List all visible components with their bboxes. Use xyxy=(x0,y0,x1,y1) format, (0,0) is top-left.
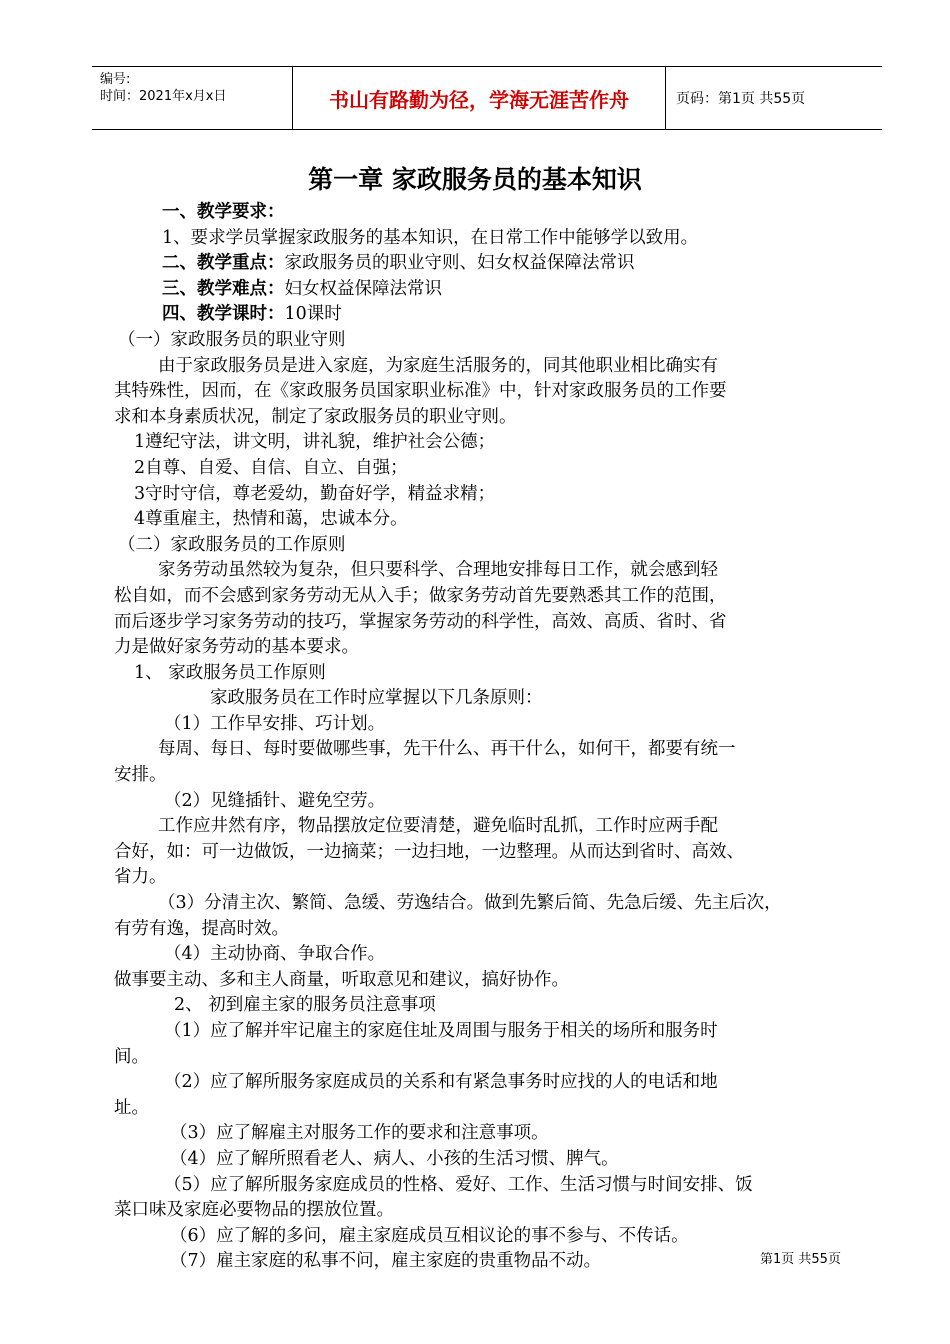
number-label: 编号: xyxy=(100,72,131,87)
time-label: 时间：2021年x月x日 xyxy=(100,89,227,104)
paragraph-line xyxy=(114,379,862,405)
line-text: 间。 xyxy=(114,1046,149,1067)
paragraph-line xyxy=(114,1249,862,1275)
line-text: （5）应了解所服务家庭成员的性格、爱好、工作、生活习惯与时间安排、饭 xyxy=(164,1174,753,1195)
line-text: 每周、每日、每时要做哪些事，先干什么、再干什么，如何干，都要有统一 xyxy=(158,739,736,760)
paragraph-line xyxy=(114,814,862,840)
line-text: 而后逐步学习家务劳动的技巧，掌握家务劳动的科学性，高效、高质、省时、省 xyxy=(114,611,727,632)
line-text: （6）应了解的多问，雇主家庭成员互相议论的事不参与、不传话。 xyxy=(170,1225,689,1246)
header-meta xyxy=(92,67,292,129)
paragraph-line xyxy=(114,482,862,508)
paragraph-line xyxy=(114,226,862,252)
line-text: 工作应井然有序，物品摆放定位要清楚，避免临时乱抓，工作时应两手配 xyxy=(158,816,718,837)
bold-heading: 一、教学要求： xyxy=(162,202,285,222)
paragraph-line xyxy=(114,661,862,687)
line-text: 做事要主动、多和主人商量，听取意见和建议，搞好协作。 xyxy=(114,969,569,990)
paragraph-line xyxy=(114,840,862,866)
paragraph-line xyxy=(114,1070,862,1096)
paragraph-line xyxy=(114,456,862,482)
paragraph-line xyxy=(114,1224,862,1250)
line-text: 2、 初到雇主家的服务员注意事项 xyxy=(174,995,436,1016)
page-header xyxy=(92,66,882,130)
line-text: 省力。 xyxy=(114,867,167,888)
line-text: 由于家政服务员是进入家庭，为家庭生活服务的，同其他职业相比确实有 xyxy=(158,355,718,376)
line-text: （3）应了解雇主对服务工作的要求和注意事项。 xyxy=(170,1123,549,1144)
paragraph-line xyxy=(114,354,862,380)
page-footer: 第1页 共55页 xyxy=(760,1252,841,1267)
paragraph-line xyxy=(114,533,862,559)
paragraph-line xyxy=(114,712,862,738)
paragraph-line xyxy=(114,1198,862,1224)
paragraph-line xyxy=(114,891,862,917)
paragraph-line xyxy=(114,558,862,584)
line-text: （3）分清主次、繁简、急缓、劳逸结合。做到先繁后简、先急后缓、先主后次， xyxy=(158,893,782,914)
line-text: 1、 家政服务员工作原则 xyxy=(134,662,326,683)
line-text: （二）家政服务员的工作原则 xyxy=(118,534,346,555)
line-text: （4）应了解所照看老人、病人、小孩的生活习惯、脾气。 xyxy=(170,1148,619,1169)
paragraph-line xyxy=(114,686,862,712)
paragraph-line xyxy=(114,942,862,968)
paragraph-line xyxy=(114,1096,862,1122)
bold-heading: 二、教学重点： xyxy=(162,253,285,274)
paragraph-line xyxy=(114,328,862,354)
paragraph-line xyxy=(114,968,862,994)
paragraph-line xyxy=(114,302,862,328)
line-text: 家政服务员的职业守则、妇女权益保障法常识 xyxy=(284,253,635,274)
paragraph-line xyxy=(114,584,862,610)
header-slogan: 书山有路勤为径，学海无涯苦作舟 xyxy=(292,67,666,129)
paragraph-line xyxy=(114,1121,862,1147)
line-text: 有劳有逸，提高时效。 xyxy=(114,918,289,939)
line-text: 家政服务员在工作时应掌握以下几条原则： xyxy=(210,688,543,709)
line-text: （一）家政服务员的职业守则 xyxy=(118,329,346,350)
line-text: 10课时 xyxy=(284,304,342,325)
paragraph-line xyxy=(114,737,862,763)
line-text: （2）应了解所服务家庭成员的关系和有紧急事务时应找的人的电话和地 xyxy=(164,1072,718,1093)
bold-heading: 三、教学难点： xyxy=(162,278,285,299)
paragraph-line xyxy=(114,277,862,303)
line-text: 松自如，而不会感到家务劳动无从入手；做家务劳动首先要熟悉其工作的范围， xyxy=(114,585,727,606)
line-text: 1遵纪守法，讲文明，讲礼貌，维护社会公德； xyxy=(134,432,496,453)
line-text: 4尊重雇主，热情和蔼，忠诚本分。 xyxy=(134,509,408,530)
header-page-info: 页码：第1页 共55页 xyxy=(676,91,806,107)
line-text: （1）应了解并牢记雇主的家庭住址及周围与服务于相关的场所和服务时 xyxy=(164,1021,718,1041)
paragraph-line xyxy=(114,1173,862,1199)
paragraph-line xyxy=(114,610,862,636)
line-text: 2自尊、自爱、自信、自立、自强； xyxy=(134,457,408,478)
document-body xyxy=(114,200,862,1275)
paragraph-line xyxy=(114,917,862,943)
line-text: 址。 xyxy=(114,1097,149,1118)
line-text: 菜口味及家庭必要物品的摆放位置。 xyxy=(114,1200,394,1221)
line-text: （1）工作早安排、巧计划。 xyxy=(164,713,386,734)
paragraph-line xyxy=(114,1019,862,1045)
paragraph-line xyxy=(114,635,862,661)
line-text: （7）雇主家庭的私事不问，雇主家庭的贵重物品不动。 xyxy=(170,1251,602,1272)
paragraph-line xyxy=(114,507,862,533)
line-text: （4）主动协商、争取合作。 xyxy=(164,944,386,965)
line-text: 其特殊性，因而，在《家政服务员国家职业标准》中，针对家政服务员的工作要 xyxy=(114,381,727,402)
paragraph-line xyxy=(114,251,862,277)
line-text: 3守时守信，尊老爱幼，勤奋好学，精益求精； xyxy=(134,483,496,504)
chapter-title: 第一章 家政服务员的基本知识 xyxy=(308,165,642,194)
paragraph-line xyxy=(114,405,862,431)
bold-heading: 四、教学课时： xyxy=(162,304,285,325)
line-text: 合好，如：可一边做饭，一边摘菜；一边扫地，一边整理。从而达到省时、高效、 xyxy=(114,841,744,862)
paragraph-line xyxy=(114,865,862,891)
line-text: 家务劳动虽然较为复杂，但只要科学、合理地安排每日工作，就会感到轻 xyxy=(158,560,718,581)
line-text: 求和本身素质状况，制定了家政服务员的职业守则。 xyxy=(114,406,517,427)
line-text: 力是做好家务劳动的基本要求。 xyxy=(114,637,359,658)
paragraph-line xyxy=(114,763,862,789)
paragraph-line xyxy=(114,993,862,1019)
line-text: （2）见缝插针、避免空劳。 xyxy=(164,790,386,811)
line-text: 安排。 xyxy=(114,765,167,786)
paragraph-line xyxy=(114,1045,862,1071)
paragraph-line xyxy=(114,789,862,815)
line-text: 妇女权益保障法常识 xyxy=(284,278,442,299)
paragraph-line xyxy=(114,200,862,226)
paragraph-line xyxy=(114,430,862,456)
paragraph-line xyxy=(114,1147,862,1173)
line-text: 1、要求学员掌握家政服务的基本知识，在日常工作中能够学以致用。 xyxy=(162,227,699,248)
